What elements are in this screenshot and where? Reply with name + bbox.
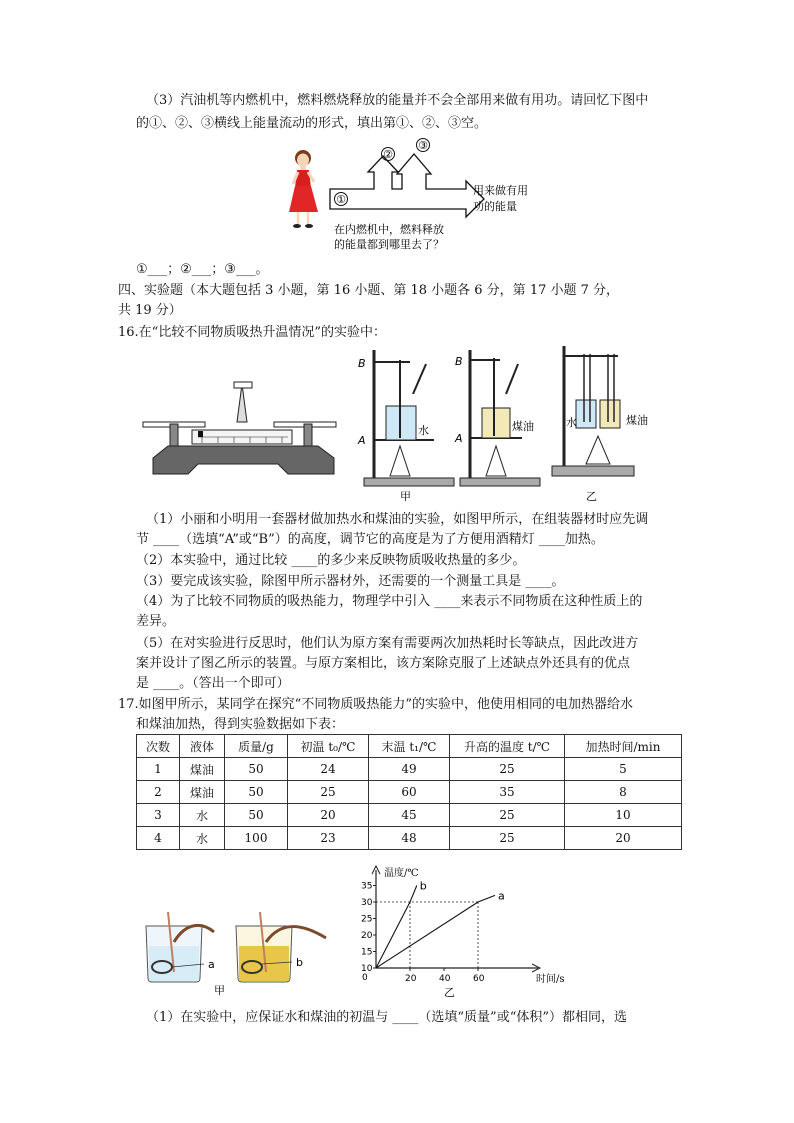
- q15-3-answer-line: ①___；②___；③___。: [136, 262, 269, 277]
- header-cell: 末温 t₁/℃: [369, 735, 450, 758]
- table-cell: 25: [450, 758, 565, 781]
- q17-intro-line1: 17.如图甲所示，某同学在探究“不同物质吸热能力”的实验中，他使用相同的电加热器给水: [118, 697, 633, 712]
- table-cell: 45: [369, 804, 450, 827]
- water-label-1: 水: [418, 424, 429, 437]
- graph-caption: 乙: [444, 986, 455, 999]
- table-cell: 48: [369, 827, 450, 850]
- graph-y-tick-label: 30: [361, 898, 373, 908]
- heater-label-a: a: [208, 958, 215, 971]
- table-cell: 50: [225, 804, 288, 827]
- table-cell: 24: [288, 758, 369, 781]
- header-cell: 液体: [180, 735, 225, 758]
- table-row: [137, 827, 682, 850]
- q16-apparatus-figure: [138, 342, 648, 504]
- section4-heading-line2: 共 19 分）: [118, 303, 182, 318]
- q16-p3: （3）要完成该实验，除图甲所示器材外，还需要的一个测量工具是 ____。: [136, 574, 565, 589]
- table-cell: 20: [565, 827, 682, 850]
- table-cell: 35: [450, 781, 565, 804]
- q16-p4-line1: （4）为了比较不同物质的吸热能力，物理学中引入 ____来表示不同物质在这种性质上的: [136, 594, 643, 609]
- graph-line-label-a: a: [498, 889, 505, 903]
- dual-setup: [552, 346, 648, 476]
- kerosene-label-2: 煤油: [626, 414, 648, 427]
- table-row: [137, 804, 682, 827]
- table-cell: 50: [225, 758, 288, 781]
- label-B-1: B: [358, 357, 366, 370]
- table-row: [137, 781, 682, 804]
- q17-beakers-figure: [140, 912, 340, 996]
- graph-x-tick-label: 60: [473, 974, 485, 984]
- q16-p5-line3: 是 ____。（答出一个即可）: [136, 676, 290, 691]
- q15-3-line1: （3）汽油机等内燃机中，燃料燃烧释放的能量并不会全部用来做有用功。请回忆下图中: [146, 93, 649, 108]
- graph-x-label: 时间/s: [536, 974, 565, 985]
- stand-water: [357, 350, 454, 486]
- question-label-1: 在内燃机中，燃料释放: [334, 223, 444, 236]
- q16-title: 16.在“比较不同物质吸热升温情况”的实验中：: [118, 325, 386, 340]
- energy-flow-arrow: [330, 154, 484, 217]
- header-cell: 加热时间/min: [565, 735, 682, 758]
- table-cell: 1: [137, 758, 180, 781]
- table-cell: 23: [288, 827, 369, 850]
- girl-illustration: [289, 150, 318, 228]
- table-cell: 5: [565, 758, 682, 781]
- graph-y-tick-label: 25: [361, 914, 373, 925]
- table-cell: 50: [225, 781, 288, 804]
- caption-jia: 甲: [400, 490, 411, 503]
- section4-heading-line1: 四、实验题（本大题包括 3 小题，第 16 小题、第 18 小题各 6 分，第 17 小题 7 分，: [118, 283, 620, 298]
- water-label-2: 水: [566, 416, 577, 429]
- graph-line-label-b: b: [419, 879, 427, 893]
- q17-data-table: [136, 734, 682, 850]
- balance-scale: [143, 382, 336, 474]
- table-cell: 4: [137, 827, 180, 850]
- stand-kerosene: [454, 350, 540, 486]
- q17-p1: （1）在实验中，应保证水和煤油的初温与 ____（选填“质量”或“体积”）都相同，选: [146, 1010, 627, 1025]
- header-cell: 升高的温度 t/℃: [450, 735, 565, 758]
- kerosene-label-1: 煤油: [512, 420, 534, 433]
- beaker-kerosene: [236, 912, 326, 982]
- graph-series-a: [376, 895, 495, 968]
- header-cell: 次数: [137, 735, 180, 758]
- mark-3: ③: [418, 139, 428, 152]
- heater-label-b: b: [296, 956, 303, 969]
- q16-p5-line1: （5）在对实验进行反思时，他们认为原方案有需要两次加热耗时长等缺点，因此改进方: [136, 636, 639, 651]
- mark-1: ①: [336, 193, 346, 206]
- caption-jia-17: 甲: [214, 984, 225, 997]
- graph-origin: 0: [362, 973, 368, 983]
- useful-label-1: 用来做有用: [473, 184, 528, 197]
- table-cell: 49: [369, 758, 450, 781]
- graph-axes: [372, 866, 540, 972]
- table-cell: 8: [565, 781, 682, 804]
- graph-x-tick-label: 20: [405, 974, 417, 984]
- table-cell: 25: [450, 827, 565, 850]
- q16-p2: （2）本实验中，通过比较 ____的多少来反映物质吸收热量的多少。: [136, 553, 526, 568]
- label-B-2: B: [455, 355, 463, 368]
- mark-2: ②: [383, 148, 393, 161]
- q16-p5-line2: 案并设计了图乙所示的装置。与原方案相比，该方案除克服了上述缺点外还具有的优点: [136, 656, 631, 671]
- table-cell: 水: [180, 827, 225, 850]
- question-label-2: 的能量都到哪里去了？: [334, 238, 444, 251]
- table-cell: 60: [369, 781, 450, 804]
- table-row: [137, 758, 682, 781]
- graph-x-tick-label: 40: [439, 974, 451, 984]
- table-cell: 100: [225, 827, 288, 850]
- energy-flow-figure: [280, 136, 580, 260]
- table-cell: 煤油: [180, 758, 225, 781]
- graph-y-tick-label: 35: [361, 881, 373, 892]
- table-cell: 3: [137, 804, 180, 827]
- graph-y-tick-label: 20: [361, 931, 373, 941]
- useful-label-2: 功的能量: [473, 200, 517, 213]
- caption-yi: 乙: [586, 490, 597, 503]
- table-header-row: [137, 735, 682, 758]
- header-cell: 质量/g: [225, 735, 288, 758]
- graph-y-tick-label: 10: [361, 964, 373, 974]
- table-cell: 25: [450, 804, 565, 827]
- q15-3-line2: 的①、②、③横线上能量流动的形式，填出第①、②、③空。: [136, 116, 488, 131]
- q16-p1-line2: 节 ____（选填“A”或“B”）的高度，调节它的高度是为了方便用酒精灯 ____加热。: [136, 532, 604, 547]
- q17-temperature-graph: [350, 866, 565, 1000]
- table-cell: 2: [137, 781, 180, 804]
- label-A-1: A: [358, 434, 366, 447]
- table-cell: 25: [288, 781, 369, 804]
- label-A-2: A: [455, 432, 463, 445]
- q16-p4-line2: 差异。: [136, 614, 176, 629]
- table-cell: 20: [288, 804, 369, 827]
- table-cell: 10: [565, 804, 682, 827]
- table-cell: 煤油: [180, 781, 225, 804]
- table-cell: 水: [180, 804, 225, 827]
- beaker-water: [146, 912, 214, 982]
- header-cell: 初温 t₀/℃: [288, 735, 369, 758]
- graph-y-tick-label: 15: [361, 947, 373, 958]
- graph-y-label: 温度/℃: [384, 868, 419, 879]
- q16-p1-line1: （1）小丽和小明用一套器材做加热水和煤油的实验，如图甲所示，在组装器材时应先调: [146, 512, 649, 527]
- graph-series-b: [376, 886, 417, 969]
- q17-intro-line2: 和煤油加热，得到实验数据如下表：: [136, 717, 345, 732]
